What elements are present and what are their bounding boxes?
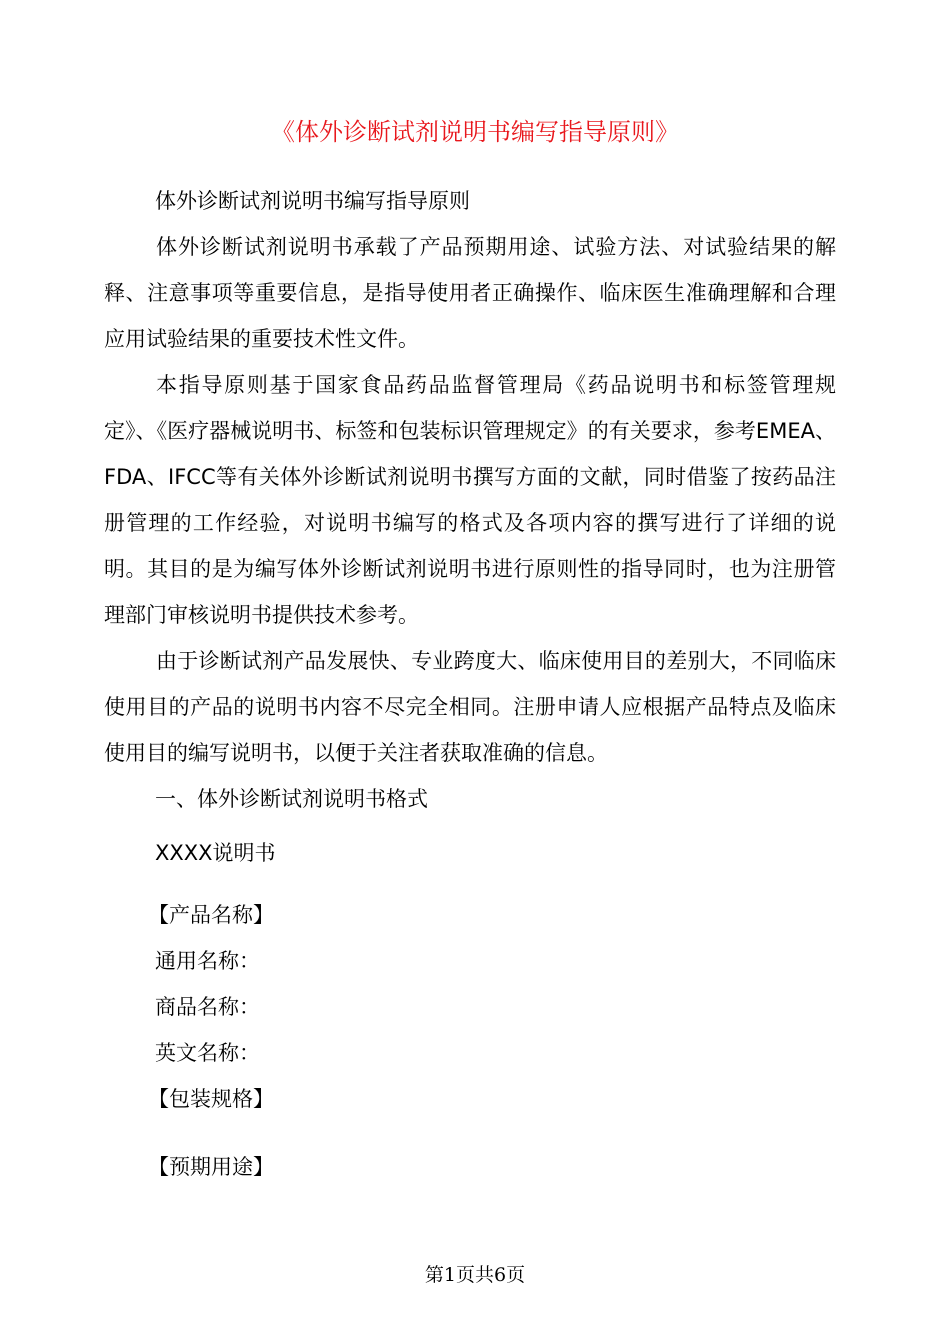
page-number: 第1页共6页 <box>424 1264 526 1286</box>
trade-name-field: 商品名称： <box>155 995 260 1019</box>
page-title: 《体外诊断试剂说明书编写指导原则》 <box>271 118 679 146</box>
product-name-header: 【产品名称】 <box>148 903 274 927</box>
scope-paragraph: 由于诊断试剂产品发展快、专业跨度大、临床使用目的差别大，不同临床使用目的产品的说明书内容不尽完全相同。注册申请人应根据产品特点及临床使用目的编写说明书，以便于关注者获取准确的信息。 <box>104 649 836 765</box>
intended-use-header: 【预期用途】 <box>148 1155 274 1179</box>
basis-paragraph: 本指导原则基于国家食品药品监督管理局《药品说明书和标签管理规定》、《医疗器械说明书、标签和包装标识管理规定》的有关要求，参考EMEA、FDA、IFCC等有关体外诊断试剂说明书撰写方面的文献，同时借鉴了按药品注册管理的工作经验，对说明书编写的格式及各项内容的撰写进行了详细的说明。其目的是为编写体外诊断试剂说明书进行原则性的指导同时，也为注册管理部门审核说明书提供技术参考。 <box>104 373 836 627</box>
package-spec-header: 【包装规格】 <box>148 1087 274 1111</box>
intro-paragraph: 体外诊断试剂说明书承载了产品预期用途、试验方法、对试验结果的解释、注意事项等重要信息，是指导使用者正确操作、临床医生准确理解和合理应用试验结果的重要技术性文件。 <box>104 235 836 351</box>
section-heading-format: 一、体外诊断试剂说明书格式 <box>155 787 428 811</box>
document-name: XXXX说明书 <box>155 841 276 865</box>
common-name-field: 通用名称： <box>155 949 260 973</box>
english-name-field: 英文名称： <box>155 1041 260 1065</box>
subtitle-paragraph: 体外诊断试剂说明书编写指导原则 <box>155 189 470 213</box>
